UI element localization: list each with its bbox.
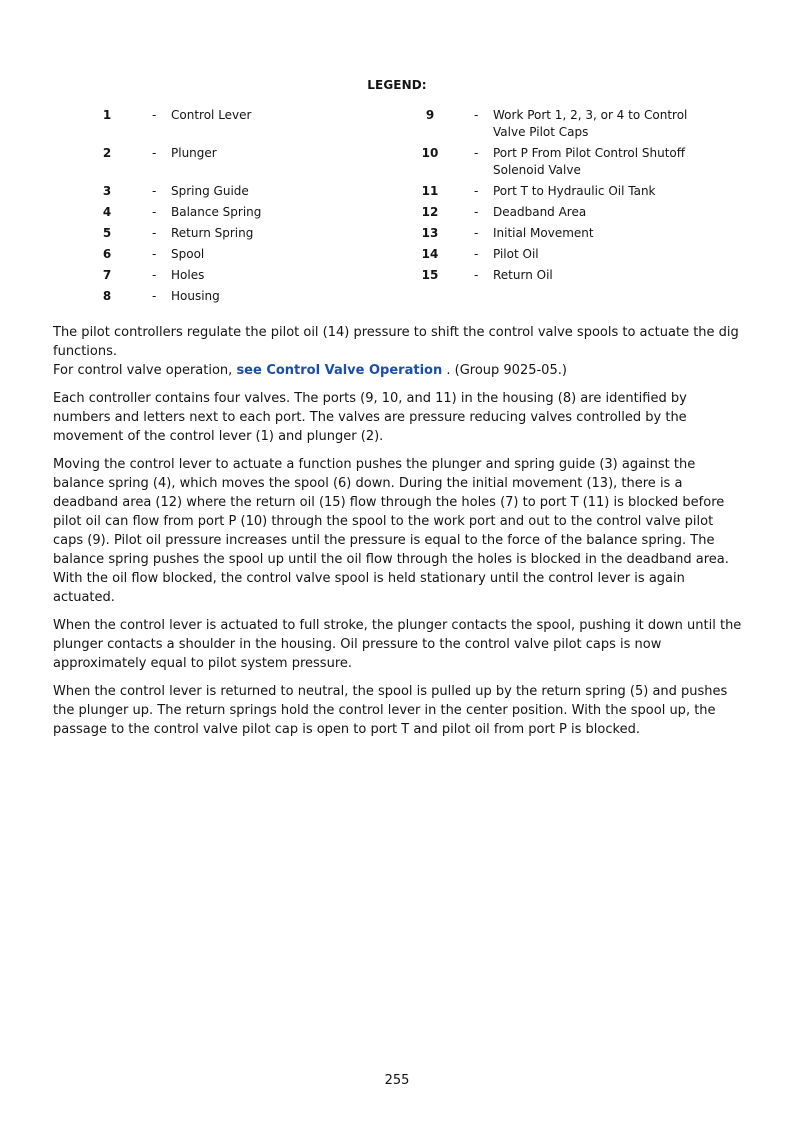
legend-number: 13	[421, 226, 439, 240]
legend-number: 14	[421, 247, 439, 261]
legend-item	[78, 204, 408, 221]
legend-item	[400, 183, 730, 200]
legend-label: Control Lever	[171, 108, 252, 122]
legend-item	[400, 267, 730, 284]
paragraph: Moving the control lever to actuate a function pushes the plunger and spring guide (3) against the balance spring (4), which moves the spool (6) down. During the initial movement (13), there is a deadband area (12) where the return oil (15) flow through the holes (7) to port T (11) is blocked before pilot oil can flow from port P (10) through the spool to the work port and out to the control valve pilot caps (9). Pilot oil pressure increases until the pressure is equal to the force of the balance spring. The balance spring pushes the spool up until the oil flow through the holes is blocked in the deadband area. With the oil flow blocked, the control valve spool is held stationary until the control lever is again actuated.	[53, 457, 729, 605]
legend-label: Pilot Oil	[493, 247, 539, 261]
legend-label: Deadband Area	[493, 205, 587, 219]
legend-left-column	[78, 107, 408, 305]
legend-dash: -	[474, 268, 479, 282]
legend-dash: -	[474, 247, 479, 261]
legend-label: Spool	[171, 247, 205, 261]
legend-title: LEGEND:	[367, 78, 427, 92]
page-number: 255	[384, 1073, 410, 1088]
legend-dash: -	[152, 226, 157, 240]
legend-dash: -	[152, 205, 157, 219]
legend-dash: -	[152, 108, 157, 122]
legend-label: Port T to Hydraulic Oil Tank	[493, 184, 656, 198]
legend-dash: -	[474, 205, 479, 219]
legend-item	[400, 107, 730, 141]
legend-label: Return Spring	[171, 226, 254, 240]
legend-item	[400, 204, 730, 221]
legend-number: 3	[102, 184, 112, 198]
body-text	[53, 323, 743, 748]
paragraph-text: For control valve operation,	[53, 363, 233, 378]
legend-item	[400, 225, 730, 242]
paragraph: When the control lever is actuated to full stroke, the plunger contacts the spool, pushing it down until the plunger contacts a shoulder in the housing. Oil pressure to the control valve pilot caps is now approximately equal to pilot system pressure.	[53, 618, 742, 671]
legend-dash: -	[152, 184, 157, 198]
legend-item	[78, 267, 408, 284]
paragraph-text: . (Group 9025-05.)	[446, 363, 567, 378]
legend-number: 7	[102, 268, 112, 282]
legend-label: Port P From Pilot Control Shutoff Solenoid Valve	[493, 146, 686, 177]
legend-dash: -	[474, 184, 479, 198]
legend-label: Spring Guide	[171, 184, 249, 198]
legend-number: 10	[421, 146, 439, 160]
legend-number: 5	[102, 226, 112, 240]
legend-right-column	[400, 107, 730, 284]
legend-label: Housing	[171, 289, 220, 303]
legend-item	[78, 288, 408, 305]
paragraph	[53, 361, 743, 380]
legend-item	[400, 246, 730, 263]
control-valve-operation-link[interactable]: see Control Valve Operation	[236, 363, 443, 378]
legend-item	[78, 107, 408, 124]
legend-dash: -	[152, 289, 157, 303]
legend-label: Work Port 1, 2, 3, or 4 to Control Valve Pilot Caps	[493, 108, 688, 139]
paragraph: Each controller contains four valves. The ports (9, 10, and 11) in the housing (8) are identified by numbers and letters next to each port. The valves are pressure reducing valves controlled by the movement of the control lever (1) and plunger (2).	[53, 391, 687, 444]
legend-number: 12	[421, 205, 439, 219]
legend-label: Holes	[171, 268, 205, 282]
legend-dash: -	[152, 247, 157, 261]
legend-dash: -	[152, 268, 157, 282]
legend-label: Return Oil	[493, 268, 553, 282]
legend-number: 15	[421, 268, 439, 282]
legend-label: Balance Spring	[171, 205, 262, 219]
legend-dash: -	[152, 146, 157, 160]
legend-item	[78, 145, 408, 162]
legend-dash: -	[474, 146, 479, 160]
legend-item	[400, 145, 730, 179]
legend-label: Initial Movement	[493, 226, 594, 240]
legend-item	[78, 225, 408, 242]
legend-number: 11	[421, 184, 439, 198]
legend-number: 9	[425, 108, 435, 122]
paragraph: When the control lever is returned to neutral, the spool is pulled up by the return spring (5) and pushes the plunger up. The return springs hold the control lever in the center position. With the spool up, the passage to the control valve pilot cap is open to port T and pilot oil from port P is blocked.	[53, 684, 728, 737]
legend-label: Plunger	[171, 146, 217, 160]
legend-number: 8	[102, 289, 112, 303]
legend-item	[78, 246, 408, 263]
legend-number: 6	[102, 247, 112, 261]
legend-number: 4	[102, 205, 112, 219]
legend-dash: -	[474, 226, 479, 240]
legend-item	[78, 183, 408, 200]
paragraph: The pilot controllers regulate the pilot oil (14) pressure to shift the control valve spools to actuate the dig functions.	[53, 325, 739, 359]
legend-dash: -	[474, 108, 479, 122]
legend-number: 2	[102, 146, 112, 160]
legend-number: 1	[102, 108, 112, 122]
